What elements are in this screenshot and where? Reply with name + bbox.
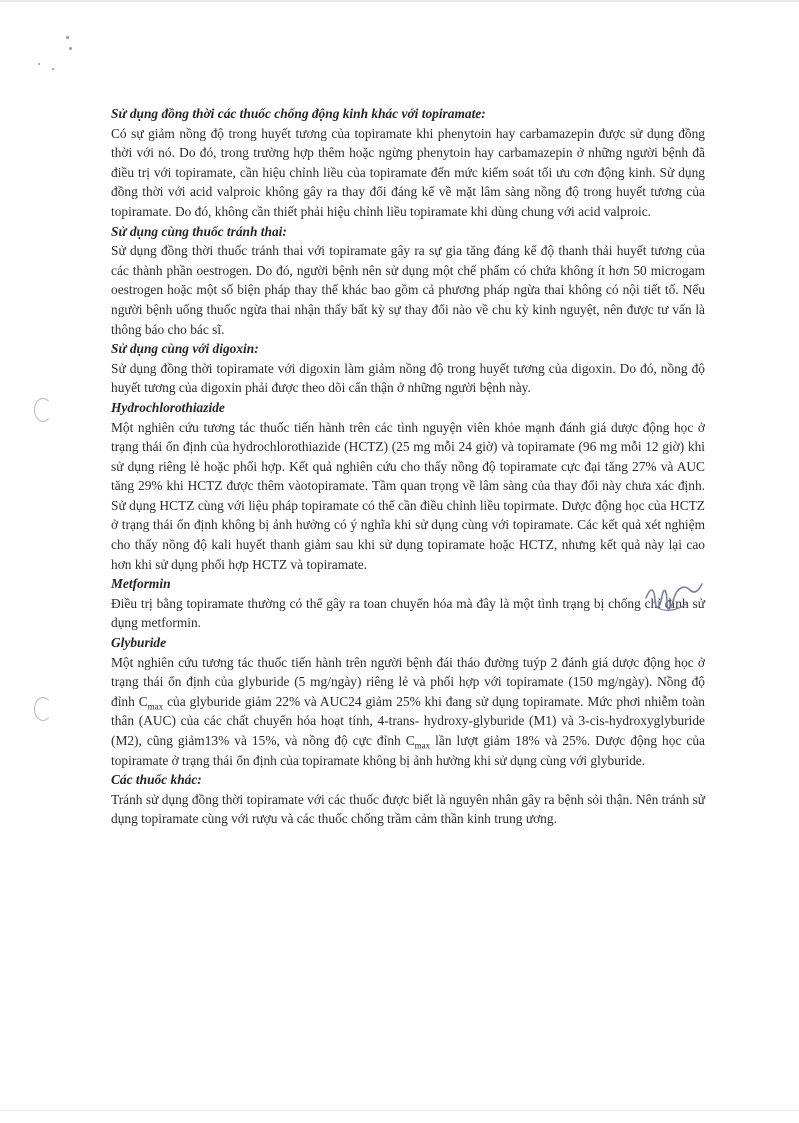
text-line: những người bệnh đã điều trị với topiramate, cần hiệu chỉnh liều của topiramate đến mức kiểm (111, 145, 705, 180)
section-heading: Sử dụng cùng thuốc tránh thai: (111, 223, 287, 239)
text-line: không ít hơn 50 microgam oestrogen hoặc một số biện pháp thay thế khác bao gồm cả phương (111, 262, 705, 298)
section (111, 633, 705, 770)
text-line: Một nghiên cứu tương tác thuốc tiến hành trên các tình nguyện viên khỏe mạnh đánh giá dược (111, 419, 638, 435)
text-line: dụng topiramate. Mức phơi nhiễm toàn thân (AUC) của các chất chuyển hóa hoạt tính, 4-trans- (111, 693, 705, 729)
text-line: mặt lâm sàng nồng độ trong huyết tương của topiramate. Do đó, không cần thiết phải hiệu chỉnh (111, 184, 705, 219)
scan-speck (66, 36, 69, 39)
text-line: động học ở trạng thái ổn định của hydrochlorothiazide (HCTZ) (25 mg mỗi 24 giờ) và (111, 419, 705, 455)
text-line: (150 mg/ngày). Nồng độ đỉnh $C_{max}$ của glyburide giảm 22% và AUC24 giảm 25% khi đang sử (111, 674, 705, 712)
scan-top-edge (0, 0, 799, 2)
text-line: dụng đồng thời với nó. Do đó, trong trường hợp thêm hoặc ngừng phenytoin hay carbamazepin ở (111, 125, 705, 161)
punch-hole-mark (34, 697, 52, 721)
section-heading: Hydrochlorothiazide (111, 399, 225, 415)
text-line: hydroxy-glyburide (M1) và 3-cis-hydroxyglyburide (M2), cũng giảm13% và 15%, và nồng độ (111, 713, 705, 748)
scan-bottom-edge (0, 1110, 799, 1111)
text-line: Nên tránh sử dụng topiramate cùng với rượu và các thuốc chống trầm cảm thần kinh trung ương. (111, 791, 705, 827)
document-body (111, 104, 705, 829)
section-paragraph (111, 124, 705, 222)
text-line: nồng độ topiramate cực đại tăng 27% và AUC tăng 29% khi HCTZ được thêm vàotopiramate. (111, 458, 705, 494)
section (111, 104, 705, 222)
text-line: tương của các thành phần oestrogen. Do đó, người bệnh nên sử dụng một chế phẩm có chứa (111, 243, 705, 278)
text-line: thay đổi nào về chu kỳ kinh nguyệt, nên được tư vấn là thông báo cho bác sĩ. (111, 301, 705, 337)
text-line: của topiramate không bị ảnh hưởng khi sử dụng cùng với glyburide. (280, 752, 646, 768)
text-line: topiramate có thể cần điều chỉnh liều topirmate. Dược động học của HCTZ ở trạng thái ổn định (111, 497, 705, 533)
section-heading: Sử dụng đồng thời các thuốc chống động kinh khác với topiramate: (111, 106, 486, 121)
text-line: Sử dụng đồng thời thuốc tránh thai với topiramate gây ra sự gia tăng đáng kể độ thanh thải huyết (111, 243, 647, 259)
section-paragraph (111, 594, 705, 633)
text-line: đó, nồng độ huyết tương của digoxin phải được theo dõi cẩn thận ở những người bệnh này. (111, 360, 705, 396)
section (111, 574, 705, 633)
section-paragraph (111, 418, 705, 575)
section-paragraph (111, 790, 705, 829)
text-line: lại cao hơn khi sử dụng phối hợp HCTZ và topiramate. (111, 537, 705, 572)
section-paragraph (111, 241, 705, 339)
text-line: topiramate (96 mg mỗi 12 giờ) khi sử dụng riêng lẻ hoặc phối hợp. Kết quả nghiên cứu cho thấy (111, 439, 705, 474)
text-line: Sử dụng đồng thời topiramate với digoxin làm giảm nồng độ trong huyết tương của digoxin. Do (111, 360, 637, 376)
text-line: Tầm quan trọng về lâm sàng của thay đổi này chưa xác định. Sử dụng HCTZ cùng với liệu pháp (111, 478, 706, 513)
section-heading: Metformin (111, 576, 171, 592)
section (111, 339, 705, 398)
punch-hole-mark (34, 398, 52, 422)
text-line: Một nghiên cứu tương tác thuốc tiến hành trên người bệnh đái tháo đường tuýp 2 đánh giá dược (111, 654, 640, 670)
section-paragraph (111, 359, 705, 398)
text-line: soát tối ưu cơn động kinh. Sử dụng đồng thời với acid valproic không gây ra thay đổi đáng kể về (111, 164, 705, 200)
scan-speck (52, 68, 54, 70)
text-line: Tránh sử dụng đồng thời topiramate với các thuốc được biết là nguyên nhân gây ra bệnh sỏi thận. (111, 791, 633, 807)
section (111, 222, 705, 340)
text-line: Điều trị bằng topiramate thường có thể gây ra toan chuyển hóa mà đây là một tình trạng bị chống (111, 595, 641, 611)
section-paragraph (111, 653, 705, 771)
section-heading: Glyburide (111, 635, 167, 651)
scan-speck (69, 47, 72, 50)
section (111, 770, 705, 829)
text-line: động học ở trạng thái ổn định của glyburide (5 mg/ngày) riêng lẻ và phối hợp với topiramate (111, 654, 705, 690)
text-line: thấy nồng độ kali huyết thanh giảm sau khi sử dụng topiramate hoặc HCTZ, nhưng kết quả này (134, 537, 665, 553)
section (111, 398, 705, 574)
text-line: không bị ảnh hưởng có ý nghĩa khi sử dụng cùng với topiramate. Các kết quả xét nghiệm cho (111, 517, 705, 553)
text-line: cực đỉnh $C_{max}$ lần lượt giảm 18% và 25%. Dược động học của topiramate ở trạng thái ổn định (111, 733, 705, 768)
section-heading: Các thuốc khác: (111, 772, 202, 788)
scan-speck (38, 63, 40, 65)
text-line: Có sự giảm nồng độ trong huyết tương của topiramate khi phenytoin hay carbamazepin được sử (111, 125, 643, 141)
text-line: liều topiramate khi dùng chung với acid valproic. (386, 203, 651, 219)
text-line: chỉ định sử dụng metformin. (111, 595, 705, 631)
section-heading: Sử dụng cùng với digoxin: (111, 341, 259, 357)
text-line: pháp ngừa thai không có nội tiết tố. Nếu người bệnh uống thuốc ngừa thai nhận thấy bất kỳ sự (111, 282, 705, 317)
handwritten-initials-signature (640, 578, 706, 620)
